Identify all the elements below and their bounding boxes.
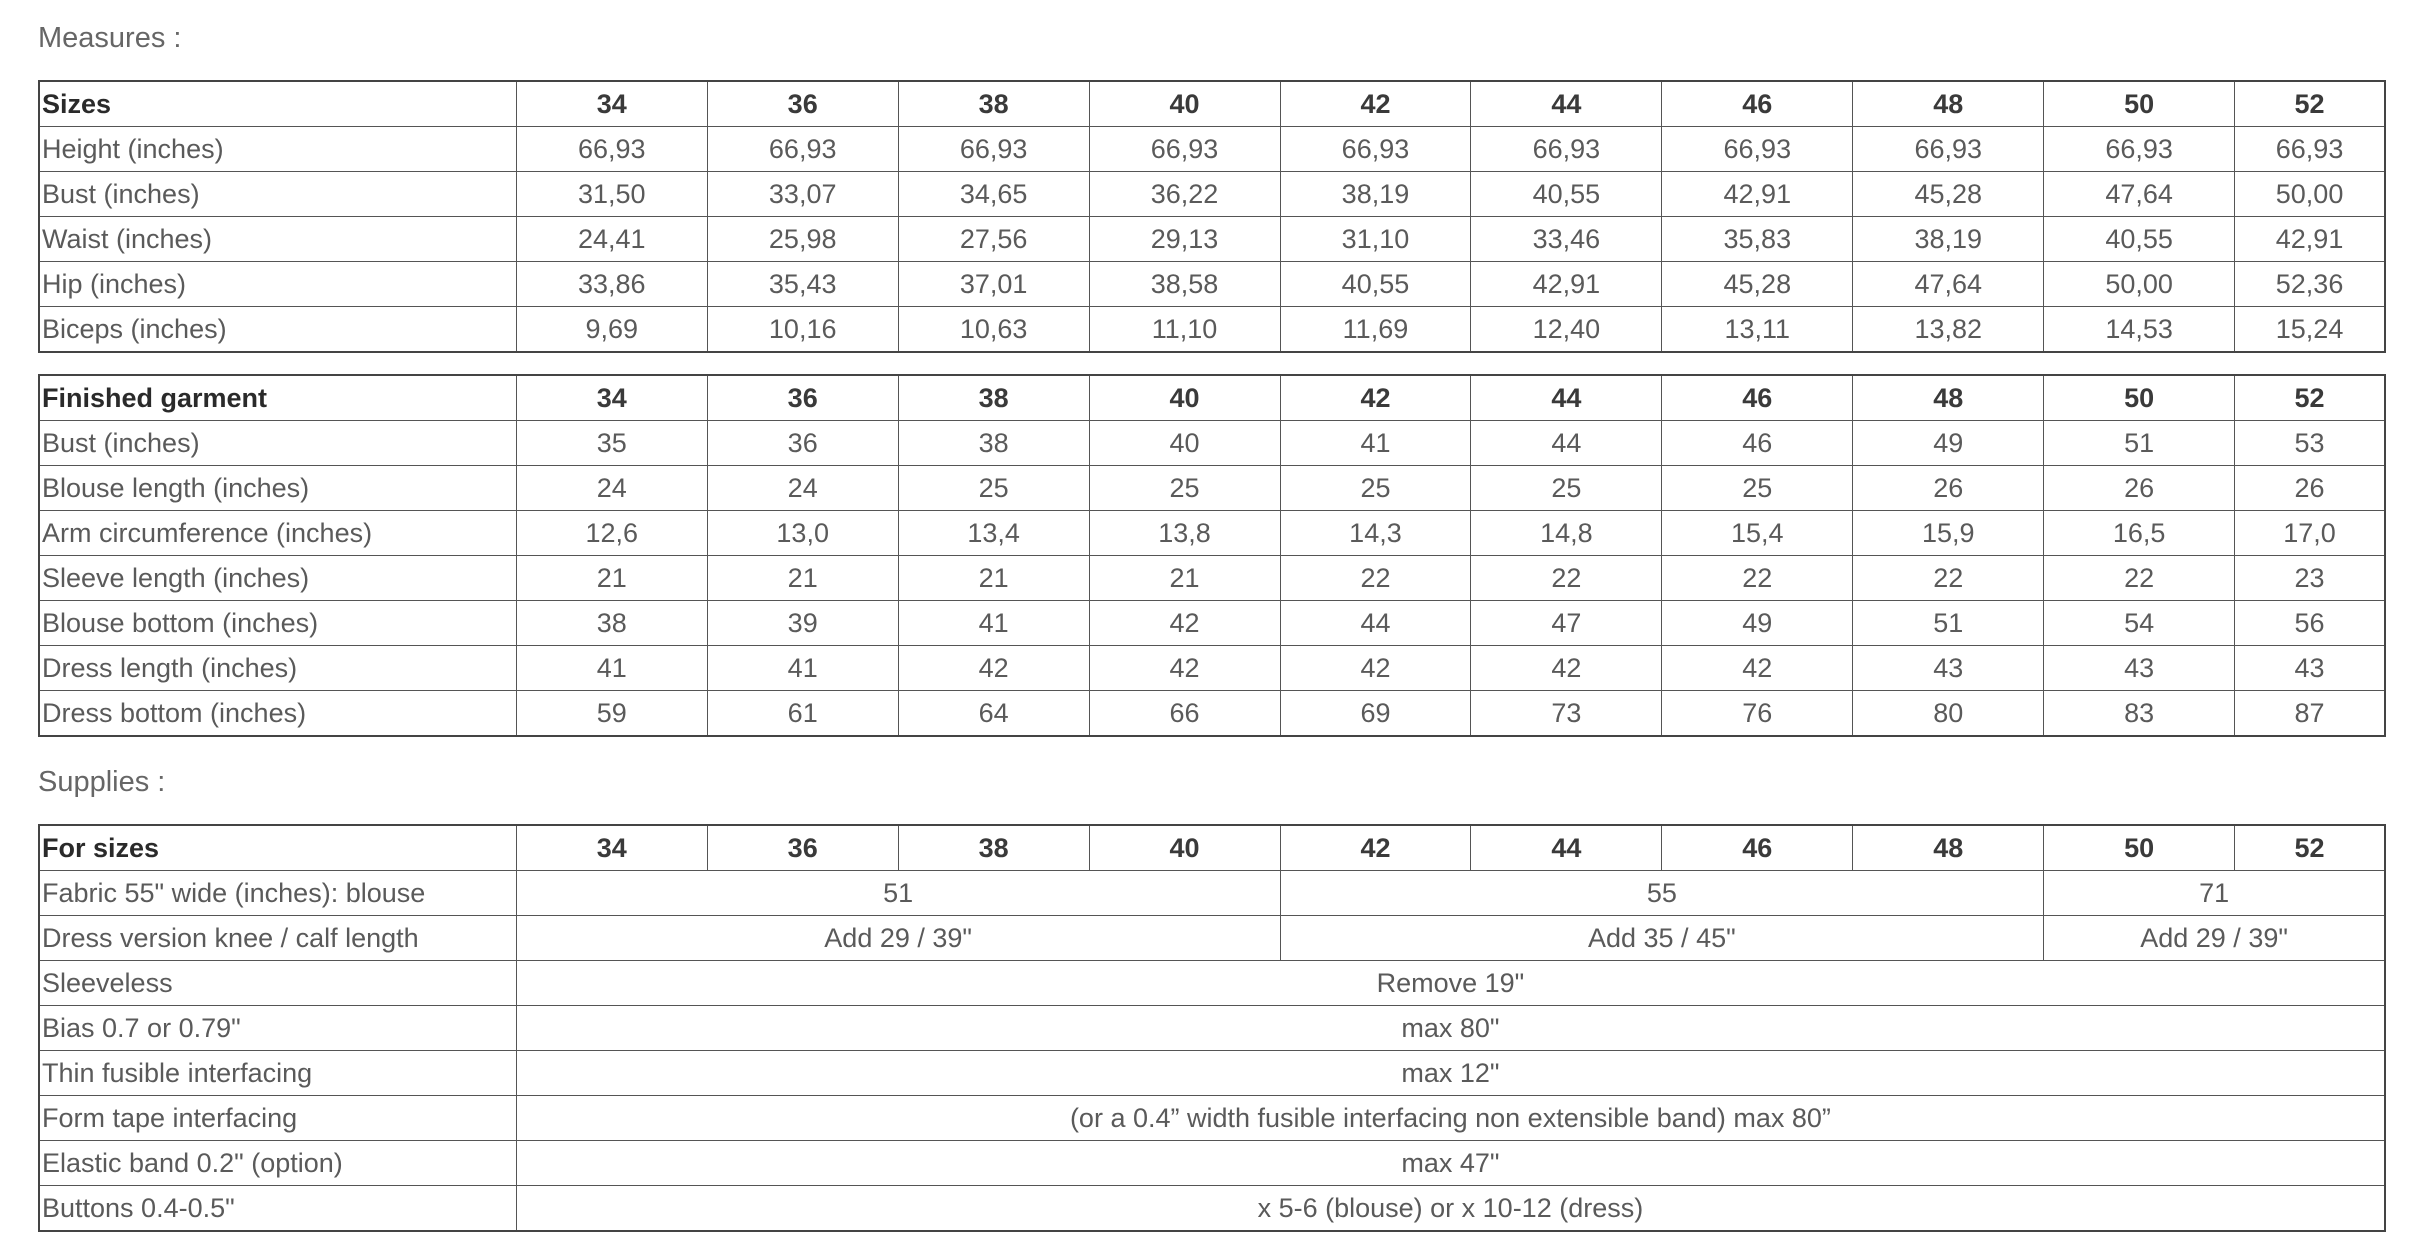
size-header: 50 <box>2044 825 2235 871</box>
size-header: 46 <box>1662 825 1853 871</box>
value-cell: 66,93 <box>898 127 1089 172</box>
value-cell: 22 <box>1853 556 2044 601</box>
value-cell: 33,07 <box>707 172 898 217</box>
row-label: Thin fusible interfacing <box>39 1051 516 1096</box>
value-cell: 56 <box>2235 601 2385 646</box>
header-label: For sizes <box>39 825 516 871</box>
value-cell: 31,50 <box>516 172 707 217</box>
value-cell: 25 <box>1471 466 1662 511</box>
value-cell: 51 <box>1853 601 2044 646</box>
value-cell: 35 <box>516 421 707 466</box>
size-header: 34 <box>516 81 707 127</box>
value-cell: 47,64 <box>1853 262 2044 307</box>
size-header: 42 <box>1280 81 1471 127</box>
table-row <box>39 1051 2385 1096</box>
value-cell: 27,56 <box>898 217 1089 262</box>
value-cell: 21 <box>516 556 707 601</box>
value-cell: 51 <box>2044 421 2235 466</box>
value-cell: 44 <box>1471 421 1662 466</box>
row-label: Dress bottom (inches) <box>39 691 516 737</box>
value-cell: 43 <box>1853 646 2044 691</box>
size-header: 34 <box>516 825 707 871</box>
value-cell: 59 <box>516 691 707 737</box>
table-row <box>39 421 2385 466</box>
table-row <box>39 511 2385 556</box>
value-cell: 41 <box>516 646 707 691</box>
table-row <box>39 127 2385 172</box>
row-label: Hip (inches) <box>39 262 516 307</box>
table-row <box>39 466 2385 511</box>
row-label: Dress version knee / calf length <box>39 916 516 961</box>
value-cell: 42,91 <box>1471 262 1662 307</box>
value-cell: 15,4 <box>1662 511 1853 556</box>
value-cell: 66,93 <box>1853 127 2044 172</box>
value-cell: 25 <box>1280 466 1471 511</box>
value-cell: 24 <box>516 466 707 511</box>
value-cell: 23 <box>2235 556 2385 601</box>
size-header: 44 <box>1471 825 1662 871</box>
value-cell: 38 <box>516 601 707 646</box>
value-cell: 33,46 <box>1471 217 1662 262</box>
value-cell: 42 <box>1280 646 1471 691</box>
value-cell: 66 <box>1089 691 1280 737</box>
header-row <box>39 825 2385 871</box>
supply-cell: Add 29 / 39" <box>516 916 1280 961</box>
value-cell: 83 <box>2044 691 2235 737</box>
row-label: Sleeveless <box>39 961 516 1006</box>
value-cell: 66,93 <box>707 127 898 172</box>
value-cell: 24,41 <box>516 217 707 262</box>
table-row <box>39 601 2385 646</box>
size-header: 36 <box>707 375 898 421</box>
value-cell: 21 <box>898 556 1089 601</box>
value-cell: 26 <box>1853 466 2044 511</box>
size-header: 42 <box>1280 375 1471 421</box>
value-cell: 42 <box>1662 646 1853 691</box>
value-cell: 22 <box>1662 556 1853 601</box>
size-header: 36 <box>707 81 898 127</box>
supplies-title: Supplies : <box>38 766 166 798</box>
table-row <box>39 961 2385 1006</box>
supply-cell: 71 <box>2044 871 2385 916</box>
size-header: 52 <box>2235 825 2385 871</box>
value-cell: 45,28 <box>1853 172 2044 217</box>
supply-cell: max 47" <box>516 1141 2385 1186</box>
size-header: 40 <box>1089 81 1280 127</box>
row-label: Dress length (inches) <box>39 646 516 691</box>
value-cell: 61 <box>707 691 898 737</box>
header-label: Sizes <box>39 81 516 127</box>
table-row <box>39 1186 2385 1232</box>
table-row <box>39 217 2385 262</box>
value-cell: 38,19 <box>1280 172 1471 217</box>
table-row <box>39 916 2385 961</box>
supply-cell: Add 35 / 45" <box>1280 916 2044 961</box>
row-label: Blouse length (inches) <box>39 466 516 511</box>
value-cell: 73 <box>1471 691 1662 737</box>
measures-title: Measures : <box>38 22 182 54</box>
value-cell: 66,93 <box>2044 127 2235 172</box>
value-cell: 10,63 <box>898 307 1089 353</box>
size-header: 44 <box>1471 81 1662 127</box>
size-header: 34 <box>516 375 707 421</box>
value-cell: 14,3 <box>1280 511 1471 556</box>
value-cell: 26 <box>2044 466 2235 511</box>
row-label: Bias 0.7 or 0.79" <box>39 1006 516 1051</box>
header-row <box>39 375 2385 421</box>
value-cell: 80 <box>1853 691 2044 737</box>
value-cell: 42 <box>1089 646 1280 691</box>
value-cell: 45,28 <box>1662 262 1853 307</box>
value-cell: 22 <box>1471 556 1662 601</box>
row-label: Waist (inches) <box>39 217 516 262</box>
size-header: 52 <box>2235 81 2385 127</box>
value-cell: 47,64 <box>2044 172 2235 217</box>
value-cell: 13,0 <box>707 511 898 556</box>
table-row <box>39 1096 2385 1141</box>
value-cell: 13,82 <box>1853 307 2044 353</box>
value-cell: 11,10 <box>1089 307 1280 353</box>
header-label: Finished garment <box>39 375 516 421</box>
size-header: 46 <box>1662 375 1853 421</box>
value-cell: 21 <box>707 556 898 601</box>
value-cell: 34,65 <box>898 172 1089 217</box>
size-header: 50 <box>2044 375 2235 421</box>
value-cell: 35,43 <box>707 262 898 307</box>
size-header: 38 <box>898 81 1089 127</box>
value-cell: 15,24 <box>2235 307 2385 353</box>
value-cell: 42 <box>1089 601 1280 646</box>
value-cell: 66,93 <box>516 127 707 172</box>
value-cell: 38,58 <box>1089 262 1280 307</box>
value-cell: 42 <box>898 646 1089 691</box>
table-row <box>39 1141 2385 1186</box>
value-cell: 42,91 <box>1662 172 1853 217</box>
value-cell: 10,16 <box>707 307 898 353</box>
value-cell: 25 <box>898 466 1089 511</box>
value-cell: 24 <box>707 466 898 511</box>
value-cell: 41 <box>1280 421 1471 466</box>
value-cell: 44 <box>1280 601 1471 646</box>
value-cell: 43 <box>2044 646 2235 691</box>
value-cell: 41 <box>707 646 898 691</box>
value-cell: 66,93 <box>1089 127 1280 172</box>
row-label: Bust (inches) <box>39 172 516 217</box>
size-header: 38 <box>898 825 1089 871</box>
value-cell: 37,01 <box>898 262 1089 307</box>
supply-cell: max 80" <box>516 1006 2385 1051</box>
supply-cell: 55 <box>1280 871 2044 916</box>
size-header: 50 <box>2044 81 2235 127</box>
supply-cell: Remove 19" <box>516 961 2385 1006</box>
value-cell: 39 <box>707 601 898 646</box>
value-cell: 13,11 <box>1662 307 1853 353</box>
value-cell: 40,55 <box>1280 262 1471 307</box>
row-label: Arm circumference (inches) <box>39 511 516 556</box>
row-label: Sleeve length (inches) <box>39 556 516 601</box>
size-header: 42 <box>1280 825 1471 871</box>
row-label: Fabric 55" wide (inches): blouse <box>39 871 516 916</box>
size-header: 38 <box>898 375 1089 421</box>
measures-table <box>38 80 2386 353</box>
size-header: 36 <box>707 825 898 871</box>
header-row <box>39 81 2385 127</box>
value-cell: 42,91 <box>2235 217 2385 262</box>
supply-cell: (or a 0.4” width fusible interfacing non extensible band) max 80” <box>516 1096 2385 1141</box>
value-cell: 9,69 <box>516 307 707 353</box>
value-cell: 40 <box>1089 421 1280 466</box>
supply-cell: max 12" <box>516 1051 2385 1096</box>
row-label: Bust (inches) <box>39 421 516 466</box>
value-cell: 13,8 <box>1089 511 1280 556</box>
value-cell: 38,19 <box>1853 217 2044 262</box>
value-cell: 15,9 <box>1853 511 2044 556</box>
value-cell: 22 <box>2044 556 2235 601</box>
table-row <box>39 871 2385 916</box>
size-header: 40 <box>1089 375 1280 421</box>
value-cell: 25 <box>1662 466 1853 511</box>
value-cell: 64 <box>898 691 1089 737</box>
value-cell: 25,98 <box>707 217 898 262</box>
size-header: 48 <box>1853 825 2044 871</box>
supplies-table <box>38 824 2386 1232</box>
size-header: 44 <box>1471 375 1662 421</box>
value-cell: 41 <box>898 601 1089 646</box>
value-cell: 40,55 <box>1471 172 1662 217</box>
row-label: Blouse bottom (inches) <box>39 601 516 646</box>
supply-cell: x 5-6 (blouse) or x 10-12 (dress) <box>516 1186 2385 1232</box>
value-cell: 42 <box>1471 646 1662 691</box>
table-row <box>39 646 2385 691</box>
value-cell: 66,93 <box>2235 127 2385 172</box>
value-cell: 33,86 <box>516 262 707 307</box>
value-cell: 13,4 <box>898 511 1089 556</box>
value-cell: 49 <box>1662 601 1853 646</box>
value-cell: 43 <box>2235 646 2385 691</box>
row-label: Height (inches) <box>39 127 516 172</box>
value-cell: 50,00 <box>2235 172 2385 217</box>
value-cell: 36 <box>707 421 898 466</box>
value-cell: 26 <box>2235 466 2385 511</box>
value-cell: 14,53 <box>2044 307 2235 353</box>
value-cell: 38 <box>898 421 1089 466</box>
row-label: Buttons 0.4-0.5" <box>39 1186 516 1232</box>
value-cell: 11,69 <box>1280 307 1471 353</box>
value-cell: 40,55 <box>2044 217 2235 262</box>
size-header: 46 <box>1662 81 1853 127</box>
value-cell: 49 <box>1853 421 2044 466</box>
finished-garment-table <box>38 374 2386 737</box>
size-header: 40 <box>1089 825 1280 871</box>
size-header: 48 <box>1853 375 2044 421</box>
value-cell: 47 <box>1471 601 1662 646</box>
table-row <box>39 172 2385 217</box>
value-cell: 46 <box>1662 421 1853 466</box>
row-label: Biceps (inches) <box>39 307 516 353</box>
value-cell: 66,93 <box>1280 127 1471 172</box>
size-header: 48 <box>1853 81 2044 127</box>
value-cell: 29,13 <box>1089 217 1280 262</box>
table-row <box>39 556 2385 601</box>
table-row <box>39 691 2385 737</box>
value-cell: 36,22 <box>1089 172 1280 217</box>
size-header: 52 <box>2235 375 2385 421</box>
value-cell: 12,40 <box>1471 307 1662 353</box>
value-cell: 69 <box>1280 691 1471 737</box>
value-cell: 16,5 <box>2044 511 2235 556</box>
value-cell: 66,93 <box>1471 127 1662 172</box>
supply-cell: Add 29 / 39" <box>2044 916 2385 961</box>
value-cell: 87 <box>2235 691 2385 737</box>
value-cell: 54 <box>2044 601 2235 646</box>
value-cell: 50,00 <box>2044 262 2235 307</box>
table-row <box>39 262 2385 307</box>
table-row <box>39 1006 2385 1051</box>
value-cell: 21 <box>1089 556 1280 601</box>
row-label: Elastic band 0.2" (option) <box>39 1141 516 1186</box>
value-cell: 66,93 <box>1662 127 1853 172</box>
value-cell: 22 <box>1280 556 1471 601</box>
value-cell: 53 <box>2235 421 2385 466</box>
value-cell: 14,8 <box>1471 511 1662 556</box>
supply-cell: 51 <box>516 871 1280 916</box>
value-cell: 31,10 <box>1280 217 1471 262</box>
value-cell: 25 <box>1089 466 1280 511</box>
value-cell: 52,36 <box>2235 262 2385 307</box>
value-cell: 35,83 <box>1662 217 1853 262</box>
value-cell: 12,6 <box>516 511 707 556</box>
table-row <box>39 307 2385 353</box>
row-label: Form tape interfacing <box>39 1096 516 1141</box>
value-cell: 76 <box>1662 691 1853 737</box>
value-cell: 17,0 <box>2235 511 2385 556</box>
